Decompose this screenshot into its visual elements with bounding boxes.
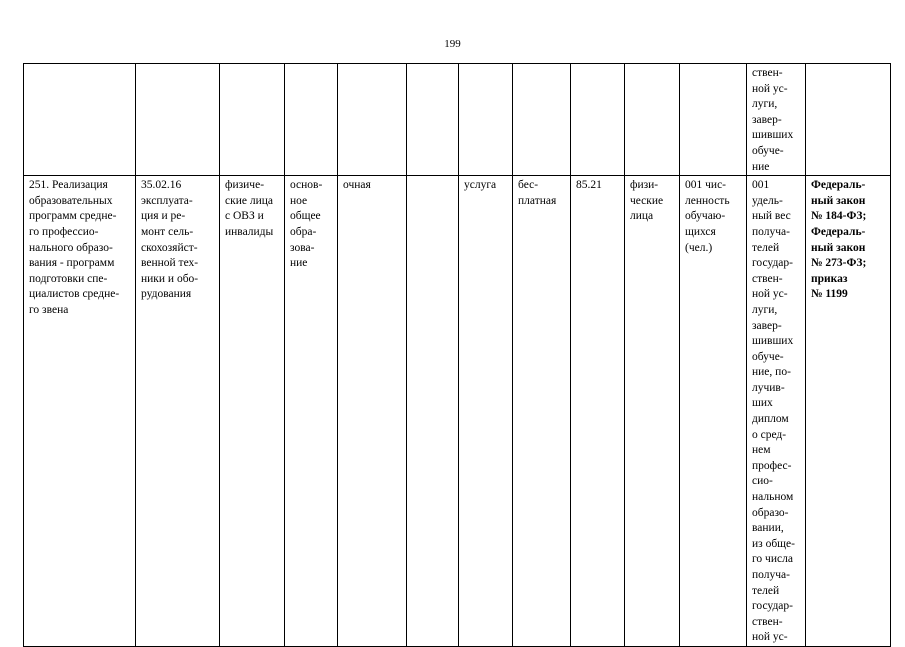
table-row-service-251 — [24, 176, 891, 647]
table-cell — [571, 64, 625, 176]
table-cell — [459, 64, 513, 176]
table-cell — [680, 64, 747, 176]
specialty-text: 35.02.16 эксплуата- ция и ре- монт сель- скохозяйст- венной тех- ники и обо- рудования — [141, 179, 199, 301]
table-cell — [806, 64, 891, 176]
table-cell — [407, 64, 459, 176]
cell-specialty — [136, 176, 220, 647]
cell-okved-code — [571, 176, 625, 647]
cell-empty — [407, 176, 459, 647]
services-table — [23, 63, 891, 647]
page-number: 199 — [444, 38, 461, 50]
volume-indicator-text: 001 чис- ленность обучаю- щихся (чел.) — [685, 179, 730, 254]
table-cell — [24, 64, 136, 176]
recipients-text: физи- ческие лица — [630, 179, 664, 223]
form-text: очная — [343, 179, 371, 192]
table-cell — [220, 64, 285, 176]
cell-service-name — [24, 176, 136, 647]
table-cell — [513, 64, 571, 176]
cell-form — [338, 176, 407, 647]
consumer-category-text: физиче- ские лица с ОВЗ и инвалиды — [225, 179, 274, 238]
service-name-text: 251. Реализация образовательных программ средне- го профессио- нального образо- вания - программ подготовки спе- циалистов средне- го звена — [29, 179, 120, 316]
cell-volume-indicator — [680, 176, 747, 647]
cell-type — [459, 176, 513, 647]
table-row-continuation — [24, 64, 891, 176]
cell-consumer-category — [220, 176, 285, 647]
table-cell — [625, 64, 680, 176]
type-text: услуга — [464, 179, 497, 192]
okved-code-text: 85.21 — [576, 179, 602, 192]
quality-continuation-text: ствен- ной ус- луги, завер- шивших обуче- ние — [752, 67, 794, 173]
cell-quality-indicator — [747, 176, 806, 647]
table-cell — [285, 64, 338, 176]
table-cell — [338, 64, 407, 176]
payment-text: бес- платная — [518, 179, 557, 207]
cell-payment — [513, 176, 571, 647]
quality-indicator-text: 001 удель- ный вес получа- телей государ- ствен- ной ус- луги, завер- шивших обуче- ние, по- лучив- ших диплом о сред- нем профес- сио- нальном образо- вании, из обще- го числа получа- телей государ- ствен- ной ус- — [752, 179, 795, 644]
legal-basis-text: Федераль- ный закон № 184-ФЗ; Федераль- ный закон № 273-ФЗ; приказ № 1199 — [811, 179, 867, 301]
table-cell-quality-continuation — [747, 64, 806, 176]
cell-program-level — [285, 176, 338, 647]
cell-legal-basis — [806, 176, 891, 647]
cell-recipients — [625, 176, 680, 647]
program-level-text: основ- ное общее обра- зова- ние — [290, 179, 323, 270]
table-cell — [136, 64, 220, 176]
